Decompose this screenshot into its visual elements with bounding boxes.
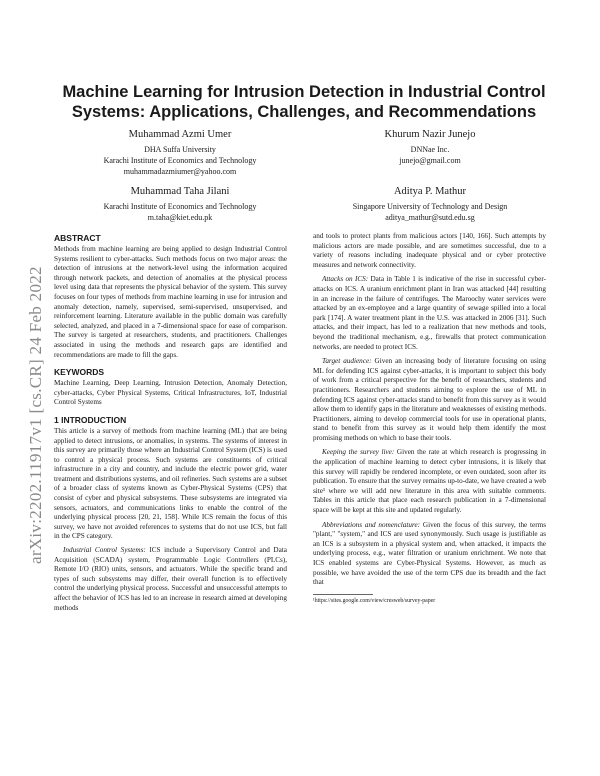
right-column: [313, 232, 546, 605]
author-block-1: [70, 128, 290, 177]
abstract-heading: ABSTRACT: [54, 233, 101, 243]
arxiv-stamp-text: arXiv:2202.11917v1 [cs.CR] 24 Feb 2022: [26, 266, 45, 564]
paragraph-body: Given an increasing body of literature focusing on using ML for defending ICS against cyber-attacks, it is important to subject this body of work from a critical perspective for the benefit of researchers, students and practitioners. Researchers and students aiming to explore the use of ML in defending ICS against cyber-attacks stand to benefit from this survey as it would allow them to identify gaps in the literature and weaknesses of existing methods. Practitioners, aiming to develop commercial tools for use in operational plants, stand to benefit from this survey as it would help them identify the most promising methods on which to base their tools.: [313, 357, 547, 442]
paragraph-body: ICS include a Supervisory Control and Data Acquisition (SCADA) system, Programmable Logic Controllers (PLCs), Remote I/O (RIO) units, sensors, and actuators. While the specific brand and types of such subsystems may differ, their overall function is to effectively control the underlying physical process. Successful and unsuccessful attempts to affect the behavior of ICS has led to an increase in research aimed at developing methods: [54, 546, 287, 612]
attacks-paragraph: [313, 275, 546, 352]
author-email: aditya_mathur@sutd.edu.sg: [385, 213, 475, 222]
paragraph-label: Target audience:: [322, 357, 372, 366]
author-name: Muhammad Taha Jilani: [130, 186, 230, 197]
audience-paragraph: [313, 357, 546, 443]
author-affiliation: DNNae Inc.: [410, 145, 450, 154]
introduction-heading: 1 INTRODUCTION: [54, 414, 127, 425]
paragraph-body: Given the focus of this survey, the terms "plant," "system," and ICS are used synonymously. Such usage is justifiable as an ICS is a subsystem in a physical system and, when attacked, it impacts the underlying process, e.g., water filtration or uranium enrichment. We note that ICS enabled systems are Cyber-Physical Systems. However, as much as possible, we have avoided the use of the term CPS due its breadth and the fact that: [313, 520, 546, 587]
author-block-3: [70, 185, 290, 223]
title-line-1: Machine Learning for Intrusion Detection in Industrial Control: [62, 83, 546, 101]
footnote-link[interactable]: ¹https://sites.google.com/view/cresweb/survey-paper: [313, 597, 436, 604]
paragraph-label: Attacks on ICS:: [322, 275, 369, 284]
author-email: m.taha@kiet.edu.pk: [147, 213, 213, 222]
author-block-2: [320, 128, 540, 166]
arxiv-stamp: [14, 196, 45, 564]
intro-paragraph-ics: [54, 546, 287, 613]
abstract-text: Methods from machine learning are being applied to design Industrial Control Systems resilient to cyber-attacks. Such methods focus on two major areas: the detection of intrusions at the network-level using the information acquired through network packets, and detection of anomalies at the physical process level using data that represents the physical behavior of the system. This survey focuses on four types of methods from machine learning in use for intrusion and anomaly detection, namely, supervised, semi-supervised, unsupervised, and reinforcement learning. Literature available in the public domain was carefully selected, analyzed, and placed in a 7-dimensional space for ease of comparison. The survey is targeted at researchers, students, and practitioners. Challenges associated in using the methods and research gaps are identified and recommendations are made to fill the gaps.: [54, 245, 287, 359]
title-line-2: Systems: Applications, Challenges, and Recommendations: [71, 103, 537, 121]
survey-live-paragraph: [313, 448, 546, 515]
paragraph-label: Keeping the survey live:: [322, 448, 395, 457]
paragraph-label: Industrial Control Systems:: [63, 546, 146, 555]
intro-paragraph: This article is a survey of methods from machine learning (ML) that are being applied to detect intrusions, or anomalies, in systems. The systems of interest in this survey are primarily those where an Industrial Control System (ICS) is used to control a physical process. Such systems are constituents of critical infrastructure in a city and country, and include the electric power grid, water treatment and distributions systems, and oil refineries. Such systems are a subset of a broader class of systems known as Cyber-Physical Systems (CPS) that consist of cyber and physical subsystems. These subsystems are integrated via sensors, actuators, and communications links to enable the control of the underlying physical process [20, 21, 158]. While ICS remain the focus of this survey, we have not avoided references to systems that do not use ICS, but fall in the CPS category.: [54, 426, 287, 541]
paragraph-body: Given the rate at which research is progressing in the application of machine learning to detect cyber intrusions, it is likely that this survey will rapidly be rendered incomplete, or even outdated, soon after its publication. To ensure that the survey remains up-to-date, we have created a web site¹ where we will add new literature in this area with suitable comments. Tables in this article that place each research publication in a 7-dimensional space will be kept at this site and updated regularly.: [313, 448, 546, 515]
left-column: [54, 232, 287, 613]
footnote-divider: [313, 594, 373, 595]
continued-paragraph: and tools to protect plants from malicious actors [140, 166]. Such attempts by malicious actors are made possible, and are sometimes successful, due to a variety of reasons including inadequate physical and or cyber protective measures and network connectivity.: [313, 232, 546, 269]
author-block-4: [320, 185, 540, 223]
paper-title: [58, 82, 550, 122]
author-email: junejo@gmail.com: [399, 156, 461, 165]
paragraph-body: Data in Table 1 is indicative of the rise in successful cyber-attacks on ICS. A uranium enrichment plant in Iran was attacked [44] resulting in an increase in the failure of centrifuges. The Maroochy water services were attacked by an ex-employee and a large quantity of sewage spilled into a local park [174]. A water treatment plant in the U.S. was attacked in 2006 [31]. Such attacks, and their impact, has led to a realization that new methods and tools, beyond the traditional mechanism, e.g., firewalls that protect communication networks, are needed to protect ICS.: [313, 275, 546, 351]
author-affiliation: Karachi Institute of Economics and Technology: [103, 156, 257, 165]
author-name: Muhammad Azmi Umer: [128, 129, 232, 140]
author-name: Khurum Nazir Junejo: [384, 129, 476, 140]
author-affiliation: DHA Suffa University: [144, 145, 216, 154]
keywords-text: Machine Learning, Deep Learning, Intrusion Detection, Anomaly Detection, cyber-attacks, Cyber Physical Systems, Critical Infrastructures, IoT, Industrial Control Systems: [54, 379, 287, 407]
author-email: muhammadazmiumer@yahoo.com: [123, 167, 237, 176]
author-affiliation: Singapore University of Technology and Design: [352, 202, 508, 211]
keywords-heading: KEYWORDS: [54, 367, 105, 378]
author-affiliation: Karachi Institute of Economics and Technology: [103, 202, 257, 211]
author-name: Aditya P. Mathur: [393, 186, 467, 197]
paragraph-label: Abbreviations and nomenclature:: [322, 520, 421, 529]
abbreviations-paragraph: [313, 521, 546, 588]
